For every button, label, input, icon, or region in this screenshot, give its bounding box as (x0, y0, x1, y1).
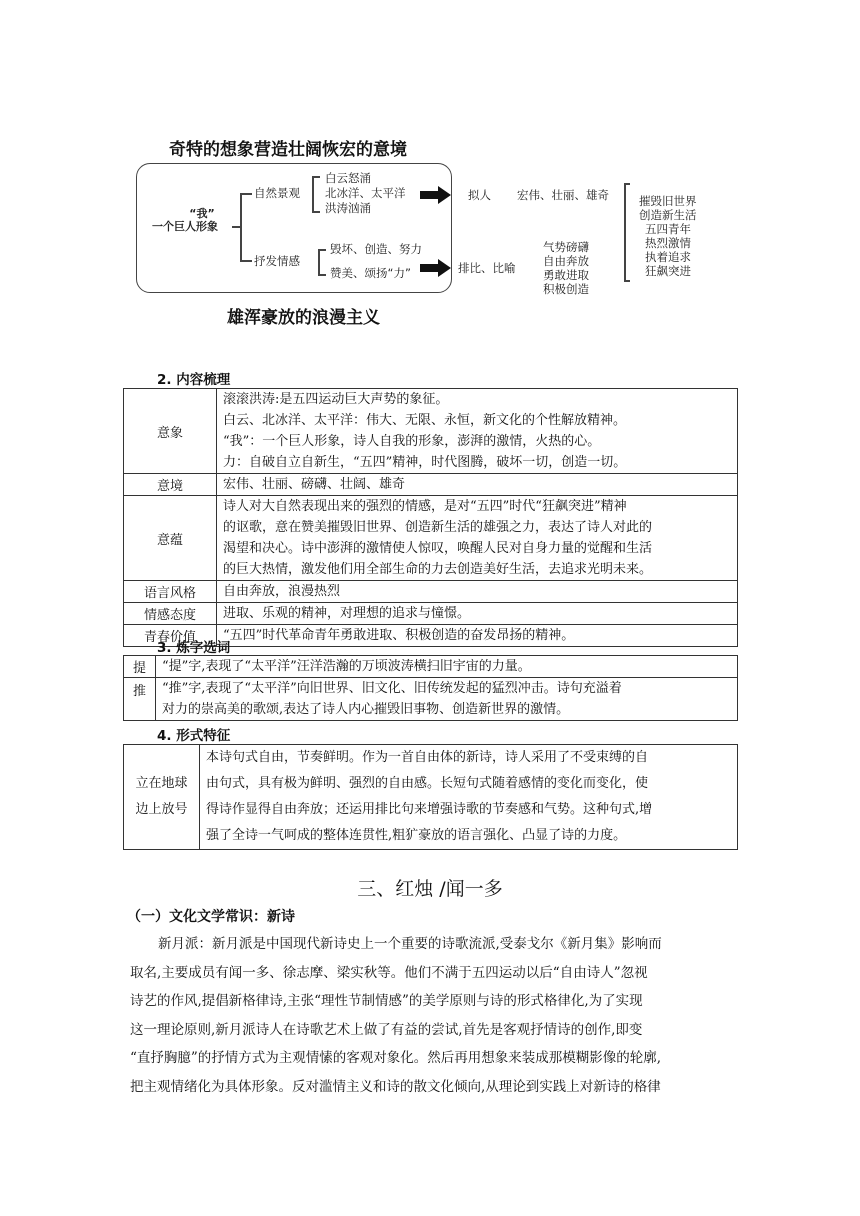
table-row (124, 474, 738, 496)
branch-emotion: 抒发情感 (254, 254, 300, 268)
table-row (124, 603, 738, 625)
row-line: “推”字,表现了“太平洋”向旧世界、旧文化、旧传统发起的猛烈冲击。诗句充溢着 (162, 681, 622, 696)
label-line: 立在地球 (135, 776, 188, 791)
body-paragraph (130, 930, 730, 1101)
row-content (156, 678, 738, 721)
row-content (217, 496, 738, 581)
branch-nature: 自然景观 (254, 186, 300, 200)
row-content (217, 581, 738, 603)
row-label: 青春价值 (124, 625, 217, 647)
table-row (124, 678, 738, 721)
table-row (124, 745, 738, 850)
technique-1: 拟人 (468, 188, 491, 202)
brace-2 (312, 176, 314, 212)
chapter-title: 三、红烛 /闻一多 (357, 878, 503, 900)
nature-item: 北冰洋、太平洋 (325, 186, 406, 200)
brace-2-top (312, 176, 320, 178)
quality-item: 勇敢进取 (543, 268, 589, 282)
paragraph-line: 新月派：新月派是中国现代新诗史上一个重要的诗歌流派,受泰戈尔《新月集》影响而 (158, 936, 662, 952)
paragraph-line: “直抒胸臆”的抒情方式为主观情愫的客观对象化。然后再用想象来装成那模糊影像的轮廓, (130, 1050, 662, 1066)
right-item: 创造新生活 (639, 208, 697, 222)
row-line: “提”字,表现了“太平洋”汪洋浩瀚的万顷波涛横扫旧宇宙的力量。 (162, 659, 531, 674)
table-row (124, 496, 738, 581)
row-content (217, 389, 738, 474)
subsection-title: （一）文化文学常识：新诗 (127, 909, 295, 925)
paragraph-line: 这一理论原则,新月派诗人在诗歌艺术上做了有益的尝试,首先是客观抒情诗的创作,即变 (130, 1021, 643, 1038)
right-item: 热烈激情 (645, 236, 691, 250)
row-line: 力：自破自立自新生，“五四”精神，时代图腾，破坏一切，创造一切。 (223, 455, 627, 470)
table-row (124, 581, 738, 603)
row-label: 情感态度 (124, 603, 217, 625)
diagram-title: 奇特的想象营造壮阔恢宏的意境 (169, 140, 407, 160)
paragraph-line: 诗艺的作风,提倡新格律诗,主张“理性节制情感”的美学原则与诗的形式格律化,为了实现 (130, 993, 643, 1009)
row-content (217, 603, 738, 625)
row-line: 由句式，具有极为鲜明、强烈的自由感。长短句式随着感情的变化而变化，使 (206, 776, 649, 791)
table-row (124, 389, 738, 474)
right-bracket-top (624, 183, 630, 185)
row-line: 进取、乐观的精神，对理想的追求与憧憬。 (223, 606, 471, 621)
row-line: “五四”时代革命青年勇敢进取、积极创造的奋发昂扬的精神。 (223, 628, 575, 643)
brace-1 (240, 193, 242, 261)
arrow-right-icon (420, 259, 452, 277)
row-line: “我”：一个巨人形象，诗人自我的形象，澎湃的激情，火热的心。 (223, 434, 601, 449)
technique-2: 排比、比喻 (458, 261, 516, 275)
quality-item: 气势磅礴 (543, 240, 589, 254)
quality-item: 积极创造 (543, 282, 589, 296)
right-item: 狂飙突进 (645, 264, 691, 278)
section-4-heading: 4. 形式特征 (157, 728, 231, 744)
paragraph-line: 把主观情绪化为具体形象。反对滥情主义和诗的散文化倾向,从理论到实践上对新诗的格律 (130, 1078, 661, 1095)
right-bracket (624, 183, 626, 281)
emotion-item: 毁坏、创造、努力 (330, 242, 422, 256)
right-item: 执着追求 (645, 250, 691, 264)
right-item: 摧毁旧世界 (639, 194, 697, 208)
center-label-1: “我” (189, 207, 215, 220)
row-label: 推 (124, 678, 156, 721)
qualities-1: 宏伟、壮丽、雄奇 (517, 188, 609, 202)
label-line: 边上放号 (135, 802, 188, 817)
brace-1-tip (232, 226, 240, 228)
row-line: 强了全诗一气呵成的整体连贯性,粗犷豪放的语言强化、凸显了诗的力度。 (206, 828, 627, 843)
brace-3-top (318, 249, 326, 251)
table-row (124, 656, 738, 678)
right-item: 五四青年 (645, 222, 691, 236)
row-label: 意象 (124, 389, 217, 474)
word-table (123, 655, 738, 721)
quality-item: 自由奔放 (543, 254, 589, 268)
nature-item: 洪涛汹涌 (325, 201, 371, 215)
center-label-2: 一个巨人形象 (152, 220, 218, 233)
row-content (217, 474, 738, 496)
section-2-heading: 2. 内容梳理 (157, 372, 231, 388)
row-label (124, 745, 200, 850)
paragraph-line: 取名,主要成员有闻一多、徐志摩、梁实秋等。他们不满于五四运动以后“自由诗人”忽视 (130, 964, 648, 981)
row-line: 本诗句式自由，节奏鲜明。作为一首自由体的新诗，诗人采用了不受束缚的自 (206, 750, 649, 765)
row-content (217, 625, 738, 647)
form-table (123, 744, 738, 850)
row-label: 提 (124, 656, 156, 678)
content-table (123, 388, 738, 647)
row-label: 语言风格 (124, 581, 217, 603)
row-line: 的讴歌，意在赞美摧毁旧世界、创造新生活的雄强之力，表达了诗人对此的 (223, 520, 653, 535)
row-line: 白云、北冰洋、太平洋：伟大、无限、永恒，新文化的个性解放精神。 (223, 413, 627, 428)
row-line: 渴望和决心。诗中澎湃的激情使人惊叹，唤醒人民对自身力量的觉醒和生活 (223, 541, 653, 556)
row-label: 意境 (124, 474, 217, 496)
row-line: 对力的崇高美的歌颂,表达了诗人内心摧毁旧事物、创造新世界的激情。 (162, 702, 570, 717)
brace-3 (318, 249, 320, 275)
row-line: 宏伟、壮丽、磅礴、壮阔、雄奇 (223, 477, 406, 492)
brace-1-top (240, 193, 252, 195)
row-line: 的巨大热情，激发他们用全部生命的力去创造美好生活，去追求光明未来。 (223, 562, 653, 577)
arrow-right-icon (420, 186, 452, 204)
row-line: 诗人对大自然表现出来的强烈的情感，是对“五四”时代“狂飙突进”精神 (223, 499, 627, 514)
emotion-item: 赞美、颂扬“力” (330, 266, 411, 280)
row-line: 自由奔放，浪漫热烈 (223, 584, 341, 599)
nature-item: 白云怒涌 (325, 171, 371, 185)
diagram-subtitle: 雄浑豪放的浪漫主义 (227, 308, 380, 328)
section-3-heading: 3. 炼字选词 (157, 640, 231, 656)
row-line: 得诗作显得自由奔放；还运用排比句来增强诗歌的节奏感和气势。这种句式,增 (206, 802, 653, 817)
brace-2-bottom (312, 211, 320, 213)
row-content (200, 745, 738, 850)
right-bracket-bottom (624, 280, 630, 282)
brace-1-bottom (240, 260, 252, 262)
row-label: 意蕴 (124, 496, 217, 581)
brace-3-bottom (318, 274, 326, 276)
row-line: 滚滚洪涛:是五四运动巨大声势的象征。 (223, 392, 449, 407)
row-content (156, 656, 738, 678)
